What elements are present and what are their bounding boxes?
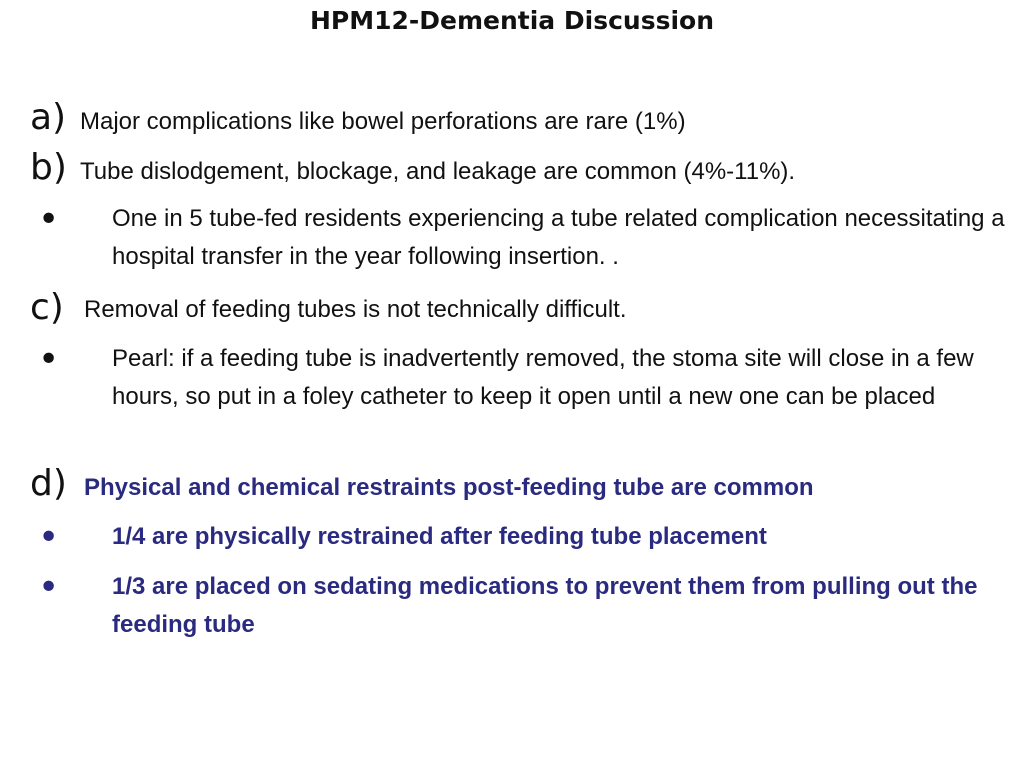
bullet-icon: • [38, 199, 60, 240]
item-marker: a) [30, 97, 67, 138]
item-text: Removal of feeding tubes is not technically difficult. [84, 296, 627, 323]
sub-bullet-text: One in 5 tube-fed residents experiencing a tube related complication necessitating a hospital transfer in the year following insertion. . [112, 205, 1005, 270]
sub-bullet-text: 1/3 are placed on sedating medications to prevent them from pulling out the feeding tube [112, 573, 978, 638]
item-text: Major complications like bowel perforations are rare (1%) [80, 108, 686, 135]
slide-title: HPM12-Dementia Discussion [309, 6, 715, 35]
item-marker: b) [30, 147, 67, 188]
bullet-icon: • [38, 339, 60, 380]
sub-bullet-text: 1/4 are physically restrained after feeding tube placement [112, 523, 767, 550]
item-text: Physical and chemical restraints post-feeding tube are common [84, 474, 814, 501]
item-text: Tube dislodgement, blockage, and leakage are common (4%-11%). [80, 158, 796, 185]
sub-bullet-text: Pearl: if a feeding tube is inadvertently removed, the stoma site will close in a few hours, so put in a foley catheter to keep it open until a new one can be placed [112, 345, 974, 410]
item-marker: d) [30, 463, 67, 504]
bullet-icon: • [38, 567, 60, 608]
bullet-icon: • [38, 517, 60, 558]
item-marker: c) [30, 287, 64, 328]
